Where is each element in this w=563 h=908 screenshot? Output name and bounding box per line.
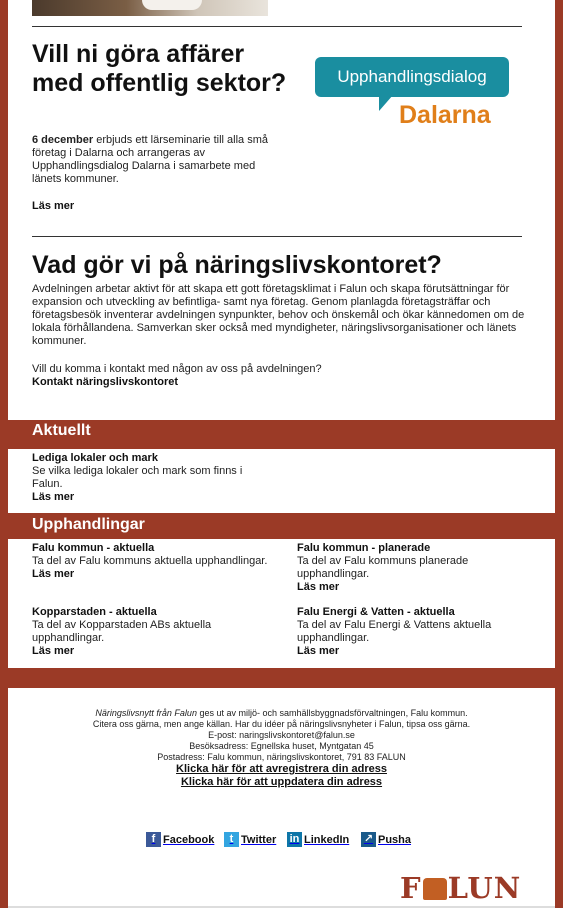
aktuellt-item-text: Se vilka lediga lokaler och mark som finns i Falun. xyxy=(32,465,243,490)
footer-email: E-post: naringslivskontoret@falun.se xyxy=(208,730,355,740)
plate-shape xyxy=(142,0,202,10)
footer-line1-rest: ges ut av miljö- och samhällsbyggnadsförvaltningen, Falu kommun. xyxy=(196,708,468,718)
offer-read-more-link[interactable]: Läs mer xyxy=(32,200,75,212)
about-title: Vad gör vi på näringslivskontoret? xyxy=(32,251,442,279)
procurement-text: Ta del av Falu kommuns aktuella upphandlingar. xyxy=(32,555,268,567)
offer-text xyxy=(32,134,272,186)
logo-line1: Upphandlingsdialog xyxy=(337,67,487,86)
pusha-icon: ↗ xyxy=(361,832,376,847)
offer-description: erbjuds ett lärseminarie till alla små företag i Dalarna och arrangeras av Upphandlingsdialog Dalarna i samarbete med länets kommuner. xyxy=(32,134,269,185)
aktuellt-item xyxy=(32,452,272,503)
about-text: Avdelningen arbetar aktivt för att skapa ett gott företagsklimat i Falun och skapa förutsättningar för expansion och utveckling av befintliga- samt nya företag. Genom planlagda företagsträffar och företagsbesök inventerar avdelningen synpunkter, behov och önskemål och ökar kännedomen om de lokala förhållandena. Samverkan sker också med myndigheter, näringslivsorganisationer och länets kommuner. xyxy=(32,283,525,347)
footer-line2: Citera oss gärna, men ange källan. Har du idéer på näringslivsnyheter i Falun, tipsa oss gärna. xyxy=(92,719,471,729)
procurement-text: Ta del av Falu kommuns planerade upphandlingar. xyxy=(297,555,469,580)
procurement-text: Ta del av Falu Energi & Vattens aktuella upphandlingar. xyxy=(297,619,492,644)
publication-name: Näringslivsnytt från Falun xyxy=(95,708,197,718)
about-question: Vill du komma i kontakt med någon av oss på avdelningen? xyxy=(32,363,322,375)
unsubscribe-link[interactable]: Klicka här för att avregistrera din adress xyxy=(176,763,387,775)
update-address-link[interactable]: Klicka här för att uppdatera din adress xyxy=(180,776,383,788)
contact-link[interactable]: Kontakt näringslivskontoret xyxy=(32,376,179,388)
twitter-icon: t xyxy=(224,832,239,847)
newsletter-content xyxy=(8,0,555,908)
facebook-icon: f xyxy=(146,832,161,847)
logo-bubble-tail xyxy=(379,95,393,111)
logo-line2: Dalarna xyxy=(399,101,491,129)
footer xyxy=(8,708,555,789)
procurement-item xyxy=(297,542,537,593)
procurement-title: Falu Energi & Vatten - aktuella xyxy=(297,606,455,618)
procurement-title: Kopparstaden - aktuella xyxy=(32,606,157,618)
procurement-text: Ta del av Kopparstaden ABs aktuella upphandlingar. xyxy=(32,619,212,644)
upphandlingsdialog-logo[interactable] xyxy=(315,57,511,135)
procurement-read-more-link[interactable]: Läs mer xyxy=(297,581,340,593)
divider xyxy=(32,236,522,237)
right-border xyxy=(555,0,563,908)
aktuellt-heading: Aktuellt xyxy=(8,420,555,449)
procurement-title: Falu kommun - aktuella xyxy=(32,542,155,554)
facebook-label: Facebook xyxy=(163,833,215,846)
header-photo xyxy=(32,0,268,16)
procurement-item xyxy=(32,606,272,657)
linkedin-link[interactable] xyxy=(287,832,349,847)
footer-postal-address: Postadress: Falu kommun, näringslivskontoret, 791 83 FALUN xyxy=(157,752,406,762)
offer-date: 6 december xyxy=(32,134,94,146)
aktuellt-read-more-link[interactable]: Läs mer xyxy=(32,491,75,503)
pusha-label: Pusha xyxy=(378,833,412,846)
footer-line1 xyxy=(8,708,555,719)
facebook-link[interactable] xyxy=(146,832,214,847)
pusha-link[interactable] xyxy=(361,832,411,847)
falun-logo xyxy=(400,871,521,905)
procurement-read-more-link[interactable]: Läs mer xyxy=(297,645,340,657)
footer-visit-address: Besöksadress: Egnellska huset, Myntgatan 45 xyxy=(189,741,374,751)
linkedin-icon: in xyxy=(287,832,302,847)
offer-title: Vill ni göra affärer med offentlig sektor? xyxy=(32,40,287,97)
left-border xyxy=(0,0,8,908)
upphandlingar-heading: Upphandlingar xyxy=(8,513,555,539)
procurement-title: Falu kommun - planerade xyxy=(297,542,431,554)
falun-logo-left: F xyxy=(400,871,422,905)
twitter-link[interactable] xyxy=(224,832,276,847)
procurement-read-more-link[interactable]: Läs mer xyxy=(32,645,75,657)
procurement-item xyxy=(297,606,537,657)
linkedin-label: LinkedIn xyxy=(304,833,350,846)
divider xyxy=(32,26,522,27)
procurement-item xyxy=(32,542,272,580)
aktuellt-item-title: Lediga lokaler och mark xyxy=(32,452,158,464)
social-links xyxy=(8,832,555,852)
twitter-label: Twitter xyxy=(241,833,277,846)
footer-bar xyxy=(8,668,555,688)
procurement-read-more-link[interactable]: Läs mer xyxy=(32,568,75,580)
falun-logo-right: LUN xyxy=(447,871,522,905)
dala-horse-icon xyxy=(423,878,447,900)
